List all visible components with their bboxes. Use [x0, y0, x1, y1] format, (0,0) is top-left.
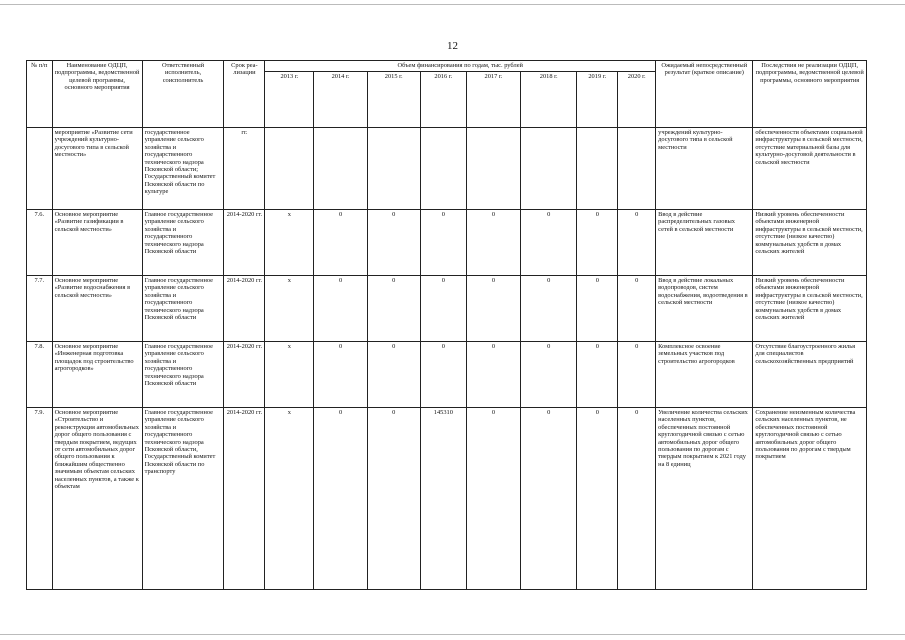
header-responsible: Ответственный исполнитель, соисполнитель [142, 61, 224, 128]
row-value: 0 [420, 276, 466, 342]
row-value: 0 [466, 342, 520, 408]
row-value: 0 [521, 408, 577, 590]
row-consequence: Низкий уровень обеспеченности объектами инженерной инфраструктуры в сельской местности, отсутствие (низкое качество) коммунальных удобств в домах сельских жителей [753, 210, 867, 276]
row-value: 0 [367, 276, 420, 342]
header-year: 2017 г. [466, 72, 520, 128]
row-value: 0 [314, 210, 367, 276]
table-row [27, 342, 867, 408]
header-year: 2014 г. [314, 72, 367, 128]
header-result: Ожидаемый непосредственный результат (краткое описание) [656, 61, 753, 128]
header-funding: Объем финансирования по годам, тыс. рублей [265, 61, 656, 72]
table-row [27, 276, 867, 342]
page-number: 12 [447, 40, 458, 52]
row-result: Комплексное освоение земельных участков под строительство агрогородков [656, 342, 753, 408]
row-value: 0 [521, 342, 577, 408]
row-value: 0 [521, 210, 577, 276]
row-value: 0 [314, 276, 367, 342]
row-value: 0 [577, 408, 618, 590]
row-value [466, 128, 520, 210]
header-year: 2015 г. [367, 72, 420, 128]
row-consequence: Сохранение неизменным количества сельских населенных пунктов, не обеспеченных постоянной круглогодичной связью с сетью автомобильных дорог общего пользования по дорогам с твердым покрытием [753, 408, 867, 590]
row-value: 0 [577, 276, 618, 342]
row-value: х [265, 210, 314, 276]
row-responsible: Главное государственное управление сельского хозяйства и государственного технического надзора Псковской области [142, 210, 224, 276]
table-row [27, 128, 867, 210]
row-value: 0 [618, 342, 656, 408]
bottom-page-edge [0, 634, 905, 635]
row-value: 0 [367, 408, 420, 590]
row-name: мероприятие «Развитие сети учреждений культурно-досугового типа в сельской местности» [52, 128, 142, 210]
row-value [618, 128, 656, 210]
table-row [27, 408, 867, 590]
table-row [27, 210, 867, 276]
row-value: 145310 [420, 408, 466, 590]
row-number: 7.8. [27, 342, 53, 408]
row-responsible: государственное управление сельского хозяйства и государственного технического надзора Псковской области; Государственный комитет Псковской области по культуре [142, 128, 224, 210]
row-number: 7.6. [27, 210, 53, 276]
row-value: 0 [577, 342, 618, 408]
row-result: Ввод в действие распределительных газовых сетей в сельской местности [656, 210, 753, 276]
header-consequence: Последствия не реализации ОДЦП, подпрограммы, ведомственной целевой программы, основного мероприятия [753, 61, 867, 128]
header-year: 2016 г. [420, 72, 466, 128]
row-value: 0 [618, 408, 656, 590]
row-value: 0 [367, 210, 420, 276]
row-value [265, 128, 314, 210]
row-value: х [265, 342, 314, 408]
row-value: 0 [521, 276, 577, 342]
row-value: х [265, 408, 314, 590]
row-value: 0 [466, 210, 520, 276]
row-term: 2014-2020 гг. [224, 342, 265, 408]
row-value: 0 [420, 210, 466, 276]
row-term: 2014-2020 гг. [224, 408, 265, 590]
row-value: 0 [466, 408, 520, 590]
row-value [314, 128, 367, 210]
row-value: 0 [314, 408, 367, 590]
row-value: х [265, 276, 314, 342]
row-result: учреждений культурно-досугового типа в сельской местности [656, 128, 753, 210]
row-consequence: Низкий уровень обеспеченности объектами инженерной инфраструктуры в сельской местности, отсутствие (низкое качество) коммунальных удобств в домах сельских жителей [753, 276, 867, 342]
header-term: Срок реа-лизации [224, 61, 265, 128]
row-responsible: Главное государственное управление сельского хозяйства и государственного технического надзора Псковской области, Государственный комитет Псковской области по транспорту [142, 408, 224, 590]
row-value [367, 128, 420, 210]
header-name: Наименование ОДЦП, подпрограммы, ведомственной целевой программы, основного мероприятия [52, 61, 142, 128]
row-term: 2014-2020 гг. [224, 276, 265, 342]
row-consequence: Отсутствие благоустроенного жилья для специалистов сельскохозяйственных предприятий [753, 342, 867, 408]
row-number: 7.9. [27, 408, 53, 590]
program-table [26, 60, 867, 590]
row-name: Основное мероприятие «Развитие водоснабжения в сельской местности» [52, 276, 142, 342]
header-num: № п/п [27, 61, 53, 128]
row-value: 0 [466, 276, 520, 342]
row-responsible: Главное государственное управление сельского хозяйства и государственного технического надзора Псковской области [142, 276, 224, 342]
row-value: 0 [314, 342, 367, 408]
top-page-edge [0, 4, 905, 5]
row-value [521, 128, 577, 210]
row-name: Основное мероприятие «Инженерная подготовка площадок под строительство агрогородков» [52, 342, 142, 408]
row-name: Основное мероприятие «Строительство и реконструкция автомобильных дорог общего пользования с твердым покрытием, ведущих от сети автомобильных дорог общего пользования к ближайшим общественно значимым объектам сельских населенных пунктов, а также к объектам [52, 408, 142, 590]
header-year: 2018 г. [521, 72, 577, 128]
row-responsible: Главное государственное управление сельского хозяйства и государственного технического надзора Псковской области [142, 342, 224, 408]
row-value: 0 [367, 342, 420, 408]
row-value [420, 128, 466, 210]
row-term: гг. [224, 128, 265, 210]
row-number: 7.7. [27, 276, 53, 342]
row-value: 0 [420, 342, 466, 408]
row-value: 0 [577, 210, 618, 276]
row-value: 0 [618, 210, 656, 276]
row-result: Увеличение количества сельских населенных пунктов, обеспеченных постоянной круглогодичной связью с сетью автомобильных дорог общего пользования по дорогам с твердым покрытием к 2021 году на 8 единиц [656, 408, 753, 590]
header-year: 2019 г. [577, 72, 618, 128]
row-number [27, 128, 53, 210]
row-result: Ввод в действие локальных водопроводов, систем водоснабжения, водоотведения в сельской местности [656, 276, 753, 342]
row-value [577, 128, 618, 210]
row-name: Основное мероприятие «Развитие газификации в сельской местности» [52, 210, 142, 276]
row-term: 2014-2020 гг. [224, 210, 265, 276]
row-value: 0 [618, 276, 656, 342]
header-year: 2020 г. [618, 72, 656, 128]
header-year: 2013 г. [265, 72, 314, 128]
row-consequence: обеспеченности объектами социальной инфраструктуры в сельской местности, отсутствие материальной базы для культурно-досуговой деятельности в сельской местности [753, 128, 867, 210]
